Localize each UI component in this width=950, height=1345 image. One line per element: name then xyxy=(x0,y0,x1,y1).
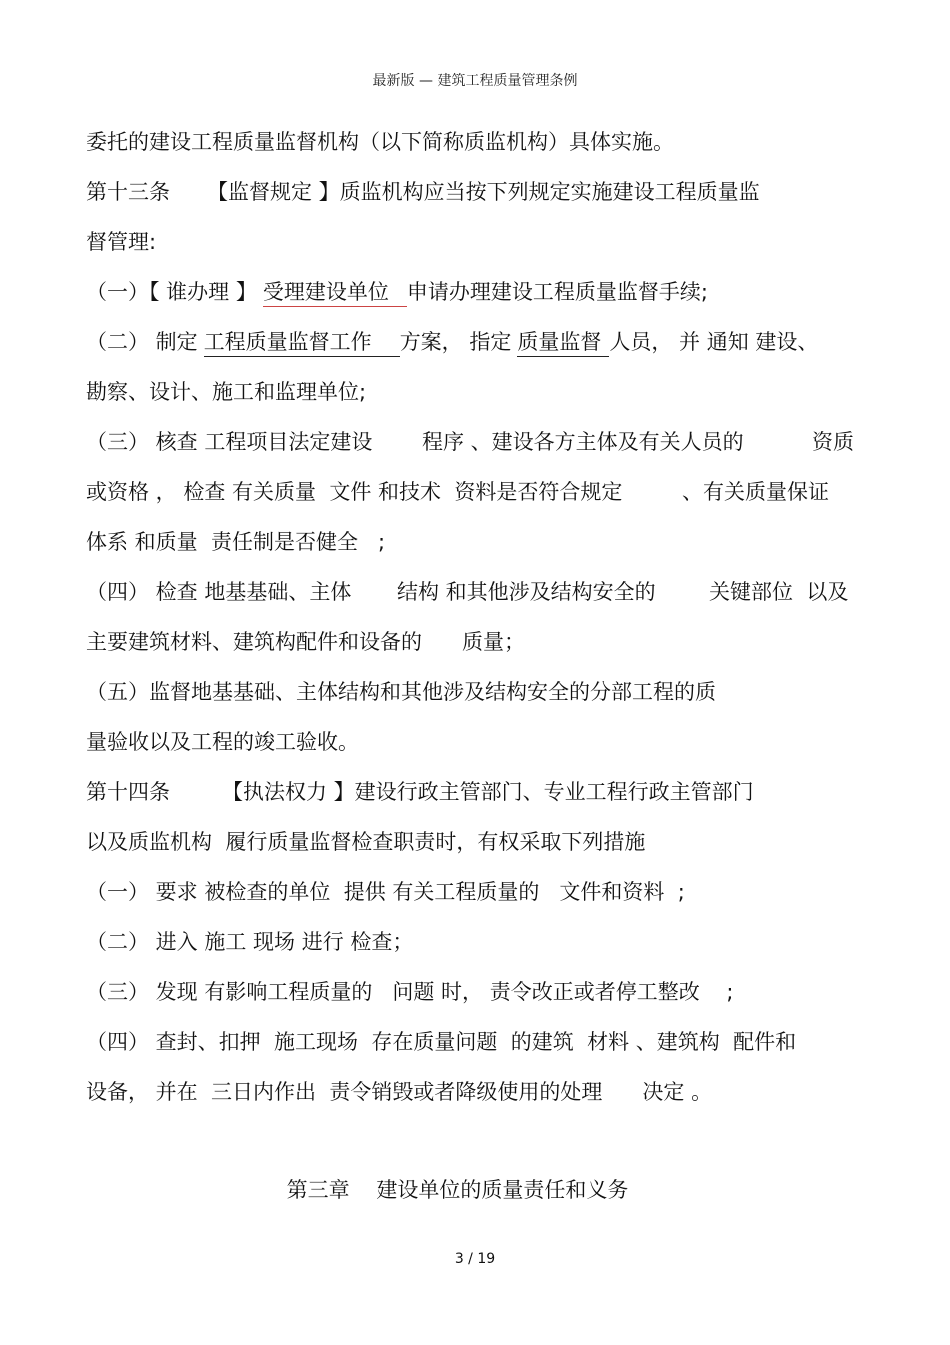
chapter-title: 第三章 建设单位的质量责任和义务 xyxy=(286,1178,629,1202)
text-line: 体系 和质量 责任制是否健全 ; xyxy=(86,530,386,554)
page-header: 最新版 — 建筑工程质量管理条例 xyxy=(372,73,578,89)
article-14-heading: 第十四条 【执法权力 】建设行政主管部门、专业工程行政主管部门 xyxy=(86,780,754,804)
text-line: 或资格 ， 检查 有关质量 文件 和技术 资料是否符合规定 、有关质量保证 xyxy=(86,480,829,504)
text-line: （一）【 谁办理 】 受理建设单位 申请办理建设工程质量监督手续; xyxy=(86,276,708,308)
text-line: （三） 发现 有影响工程质量的 问题 时， 责令改正或者停工整改 ; xyxy=(86,980,734,1004)
text-line: 设备， 并在 三日内作出 责令销毁或者降级使用的处理 决定 。 xyxy=(86,1080,713,1104)
text-line: （五）监督地基基础、主体结构和其他涉及结构安全的分部工程的质 xyxy=(86,680,716,704)
text-line: （一） 要求 被检查的单位 提供 有关工程质量的 文件和资料 ; xyxy=(86,880,685,904)
text-line: （二） 制定 工程质量监督工作 方案， 指定 质量监督 人员， 并 通知 建设、 xyxy=(86,326,818,358)
text-line: （四） 查封、扣押 施工现场 存在质量问题 的建筑 材料 、建筑构 配件和 xyxy=(86,1030,797,1054)
text-line: 委托的建设工程质量监督机构（以下简称质监机构）具体实施。 xyxy=(86,130,674,154)
underlined-term: 质量监督 xyxy=(517,329,609,357)
page-number: 3 / 19 xyxy=(454,1251,496,1267)
text-line: （四） 检查 地基基础、主体 结构 和其他涉及结构安全的 关键部位 以及 xyxy=(86,580,849,604)
text-line: 主要建筑材料、建筑构配件和设备的 质量； xyxy=(86,630,526,654)
text-line: （三） 核查 工程项目法定建设 程序 、建设各方主体及有关人员的 资质 xyxy=(86,430,854,454)
text-line: 督管理: xyxy=(86,230,157,254)
text-line: 以及质监机构 履行质量监督检查职责时，有权采取下列措施 xyxy=(86,830,646,854)
text-line: 量验收以及工程的竣工验收。 xyxy=(86,730,359,754)
text-line: 勘察、设计、施工和监理单位; xyxy=(86,380,367,404)
underlined-term: 工程质量监督工作 xyxy=(204,329,400,357)
underlined-term: 受理建设单位 xyxy=(263,279,407,307)
text-line: （二） 进入 施工 现场 进行 检查； xyxy=(86,930,414,954)
article-13-heading: 第十三条 【监督规定 】质监机构应当按下列规定实施建设工程质量监 xyxy=(86,180,760,204)
